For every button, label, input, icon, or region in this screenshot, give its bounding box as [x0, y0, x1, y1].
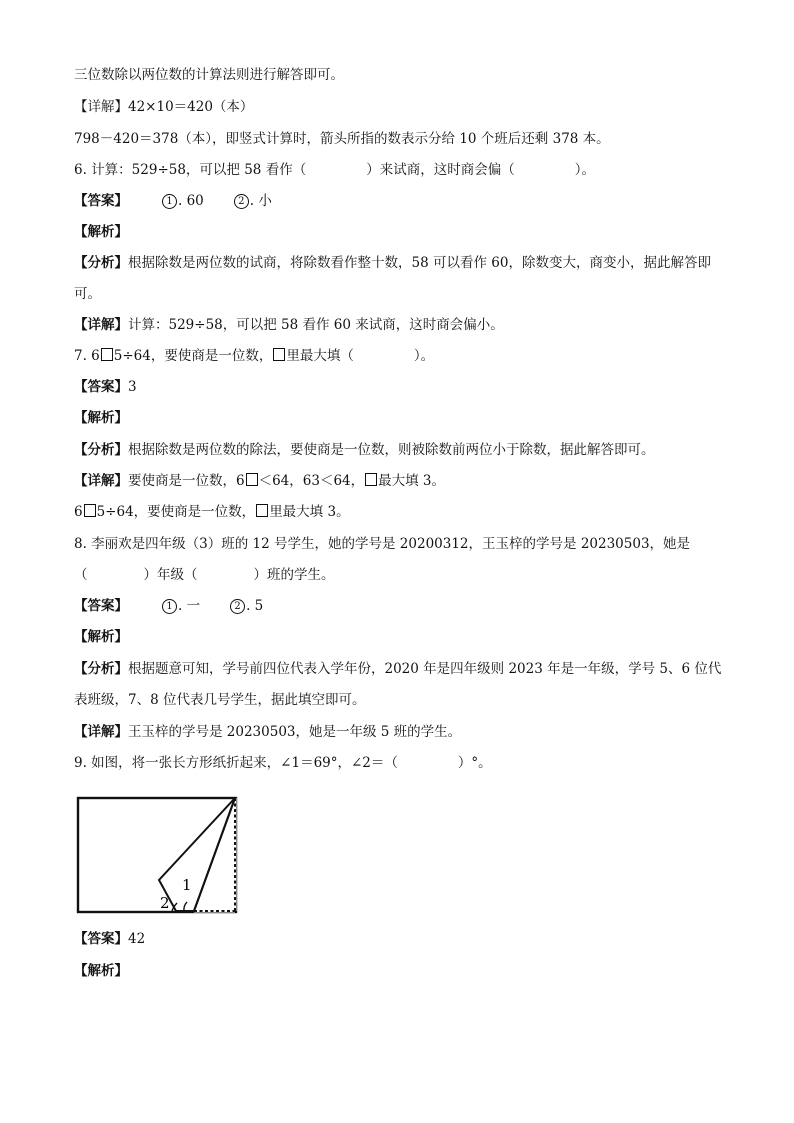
q7-text-c: 里最大填（ [286, 348, 354, 364]
q8-detail [74, 723, 461, 741]
circled-number: 2 [234, 194, 249, 209]
q9-text-b: ）°。 [457, 755, 492, 771]
blank-square [273, 348, 285, 361]
circled-number: 1 [162, 599, 177, 614]
angle-label-2: 2 [160, 894, 170, 912]
q6-detail [74, 316, 504, 334]
angle-arc-1 [184, 902, 187, 911]
question-8: 8. 李丽欢是四年级（3）班的 12 号学生，她的学号是 20200312，王玉梓的学号是 20230503，她是 [74, 536, 691, 552]
detail-tag: 【详解】 [74, 724, 128, 740]
blank-square [246, 473, 258, 486]
q7-detail [74, 472, 445, 490]
extra-text: 6 [74, 504, 83, 520]
q8-text-a: （ [74, 567, 88, 583]
q7-extra [74, 503, 350, 521]
blank-square [256, 504, 268, 517]
q6-text-a: 6. 计算：529÷58，可以把 58 看作（ [74, 162, 307, 178]
line-2 [74, 98, 253, 116]
analysis-tag: 【分析】 [74, 255, 128, 271]
q8-text-c: ）班的学生。 [253, 567, 335, 583]
answer-value: 42 [128, 931, 146, 947]
q9-text-a: 9. 如图，将一张长方形纸折起来，∠1＝69°，∠2＝（ [74, 755, 398, 771]
answer-value: . 60 [178, 193, 204, 209]
folded-paper-figure [72, 790, 244, 918]
detail-tag: 【详解】 [74, 317, 128, 333]
folded-flap [159, 798, 235, 911]
q7-text-b: 5÷64，要使商是一位数， [113, 348, 273, 364]
q6-analysis [74, 254, 711, 272]
question-7 [74, 347, 434, 365]
q8-analysis [74, 660, 721, 678]
detail-tag: 【详解】 [74, 473, 128, 489]
detail-text: 王玉梓的学号是 20230503，她是一年级 5 班的学生。 [128, 724, 462, 740]
answer-tag: 【答案】 [74, 931, 128, 947]
detail-text: ＜64，63＜64， [258, 473, 365, 489]
blank-square [84, 504, 96, 517]
analysis-text: 根据除数是两位数的除法，要使商是一位数，则被除数前两位小于除数，据此解答即可。 [128, 442, 655, 458]
question-9 [74, 754, 492, 772]
q7-analysis-tag: 【解析】 [74, 410, 128, 426]
extra-text: 5÷64，要使商是一位数， [96, 504, 256, 520]
detail-text: 计算：529÷58，可以把 58 看作 60 来试商，这时商会偏小。 [128, 317, 504, 333]
extra-text: 里最大填 3。 [269, 504, 350, 520]
analysis-tag: 【分析】 [74, 661, 128, 677]
q7-text-d: ）。 [413, 348, 435, 364]
q6-analysis-cont: 可。 [74, 286, 101, 302]
q6-text-c: ）。 [574, 162, 595, 178]
q8-text-b: ）年级（ [143, 567, 198, 583]
q6-text-b: ）来试商，这时商会偏（ [366, 162, 515, 178]
blank-square [365, 473, 377, 486]
detail-text: 最大填 3。 [378, 473, 446, 489]
circled-number: 2 [230, 599, 245, 614]
q7-text-a: 7. 6 [74, 348, 100, 364]
analysis-text: 根据除数是两位数的试商，将除数看作整十数，58 可以看作 60，除数变大，商变小，据此解答即 [128, 255, 711, 271]
fold-crease [194, 798, 235, 911]
analysis-text: 根据题意可知，学号前四位代表入学年份，2020 年是四年级则 2023 年是一年级，学号 5、6 位代 [128, 661, 722, 677]
q7-answer [74, 378, 137, 396]
detail-tag: 【详解】 [74, 99, 128, 115]
question-8-cont [74, 566, 335, 584]
blank-square [101, 348, 113, 361]
answer-tag: 【答案】 [74, 598, 128, 614]
q6-answer [74, 192, 272, 210]
q9-answer [74, 930, 145, 948]
detail-text: 要使商是一位数，6 [128, 473, 245, 489]
question-6 [74, 161, 595, 179]
line-1: 三位数除以两位数的计算法则进行解答即可。 [74, 67, 344, 83]
answer-tag: 【答案】 [74, 379, 128, 395]
answer-tag: 【答案】 [74, 193, 128, 209]
answer-value: . 一 [178, 598, 201, 614]
circled-number: 1 [162, 194, 177, 209]
angle-label-1: 1 [182, 876, 192, 894]
detail-text: 42×10＝420（本） [128, 99, 254, 115]
analysis-tag: 【分析】 [74, 442, 128, 458]
answer-value: 3 [128, 379, 137, 395]
q7-analysis [74, 441, 655, 459]
answer-value: . 小 [249, 193, 272, 209]
q9-analysis-tag: 【解析】 [74, 963, 128, 979]
q6-analysis-tag: 【解析】 [74, 224, 128, 240]
q8-analysis-tag: 【解析】 [74, 629, 128, 645]
line-3: 798－420＝378（本），即竖式计算时，箭头所指的数表示分给 10 个班后还剩 378 本。 [74, 131, 610, 147]
q8-analysis-cont: 表班级，7、8 位代表几号学生，据此填空即可。 [74, 692, 366, 708]
q8-answer [74, 597, 263, 615]
rectangle-outline [78, 798, 236, 912]
answer-value: . 5 [246, 598, 264, 614]
